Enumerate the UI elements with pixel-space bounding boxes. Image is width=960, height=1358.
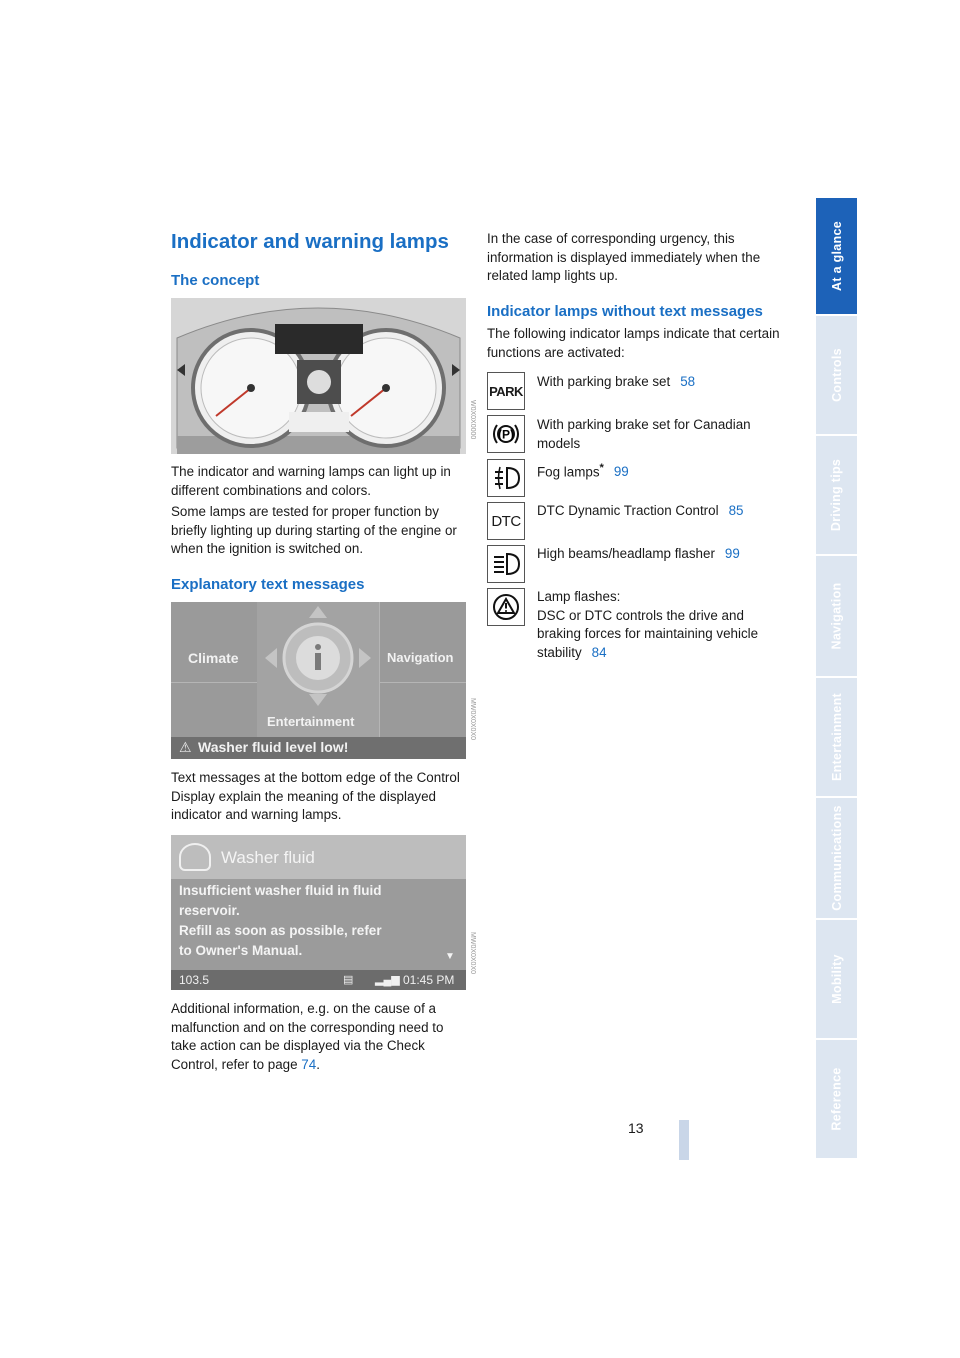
image-watermark: MW0X0X0X0 — [469, 932, 476, 975]
lamp-item-high-beams: High beams/headlamp flasher 99 — [537, 546, 740, 561]
menu-climate: Climate — [188, 650, 239, 666]
phone-icon: ▤ — [343, 974, 354, 986]
tab-at-a-glance[interactable]: At a glance — [816, 198, 857, 316]
svg-text:(P): (P) — [498, 427, 514, 442]
paragraph-check-control: Additional information, e.g. on the cause of a malfunction and on the corresponding need to take action can be displayed via the Check Control, refer to page 74. — [171, 1001, 444, 1072]
page-title: Indicator and warning lamps — [171, 230, 449, 253]
washer-icon — [179, 843, 211, 871]
signal-icon: ▂▄▆ — [375, 974, 400, 986]
page-link-99[interactable]: 99 — [724, 546, 740, 561]
washer-line-3: Refill as soon as possible, refer — [179, 923, 382, 938]
paragraph-indicator-intro: The following indicator lamps indicate that certain functions are activated: — [487, 326, 780, 360]
warning-message: Washer fluid level low! — [198, 739, 349, 755]
paragraph-lamps-colors: The indicator and warning lamps can light up in different combinations and colors. — [171, 464, 451, 498]
tab-reference[interactable]: Reference — [816, 1040, 857, 1160]
radio-frequency: 103.5 — [179, 973, 210, 987]
clock-time: 01:45 PM — [403, 973, 455, 987]
page-link-99[interactable]: 99 — [613, 464, 629, 480]
washer-title: Washer fluid — [221, 848, 315, 867]
tab-driving-tips[interactable]: Driving tips — [816, 436, 857, 556]
image-watermark: W0X0X0000 — [469, 400, 476, 440]
tab-entertainment[interactable]: Entertainment — [816, 678, 857, 798]
fog-lamp-icon — [487, 459, 525, 497]
parking-brake-canada-icon — [487, 415, 525, 453]
tab-communications[interactable]: Communications — [816, 798, 857, 920]
dsc-warning-icon — [487, 588, 525, 626]
dtc-icon: DTC — [487, 502, 525, 540]
instrument-cluster-image — [171, 298, 466, 454]
menu-entertainment: Entertainment — [267, 714, 355, 729]
control-display-menu-image — [171, 602, 466, 759]
paragraph-lamps-tested: Some lamps are tested for proper function by briefly lighting up during starting of the engine or when the ignition is switched on. — [171, 504, 457, 556]
lamp-item-dtc: DTC Dynamic Traction Control 85 — [537, 503, 744, 518]
tab-controls[interactable]: Controls — [816, 316, 857, 436]
high-beam-icon — [487, 545, 525, 583]
lamp-item-dsc: Lamp flashes: DSC or DTC controls the drive and braking forces for maintaining vehicle stability 84 — [537, 589, 759, 660]
page-link-58[interactable]: 58 — [680, 374, 696, 389]
washer-line-1: Insufficient washer fluid in fluid — [179, 883, 382, 898]
washer-line-2: reservoir. — [179, 903, 240, 918]
page-marker-bar — [679, 1120, 689, 1160]
washer-line-4: to Owner's Manual. — [179, 943, 303, 958]
menu-navigation: Navigation — [387, 650, 454, 665]
lamp-item-parking-brake-canada: With parking brake set for Canadian models — [537, 417, 751, 451]
tab-navigation[interactable]: Navigation — [816, 556, 857, 678]
control-display-washer-image — [171, 835, 466, 990]
section-heading-without-text: Indicator lamps without text messages — [487, 303, 763, 320]
warning-triangle-icon: ⚠ — [179, 739, 192, 755]
scroll-down-icon: ▼ — [445, 951, 455, 962]
controller-graphic — [257, 602, 379, 712]
paragraph-text-messages: Text messages at the bottom edge of the Control Display explain the meaning of the displayed indicator and warning lamps. — [171, 770, 460, 822]
page-link-84[interactable]: 84 — [591, 644, 607, 660]
lamp-item-fog-lamps: Fog lamps* 99 — [537, 462, 629, 480]
section-heading-explanatory: Explanatory text messages — [171, 576, 365, 593]
instrument-cluster-drawing — [171, 298, 466, 454]
lamp-item-parking-brake: With parking brake set 58 — [537, 374, 696, 389]
page-number: 13 — [628, 1120, 644, 1136]
section-heading-concept: The concept — [171, 272, 260, 289]
page-link-85[interactable]: 85 — [728, 503, 744, 518]
parking-brake-park-icon: PARK — [487, 372, 525, 410]
image-watermark: MW0X0X0X0 — [469, 698, 476, 741]
page-link-74[interactable]: 74 — [301, 1056, 317, 1072]
paragraph-urgency: In the case of corresponding urgency, this information is displayed immediately when the related lamp lights up. — [487, 231, 761, 283]
tab-mobility[interactable]: Mobility — [816, 920, 857, 1040]
